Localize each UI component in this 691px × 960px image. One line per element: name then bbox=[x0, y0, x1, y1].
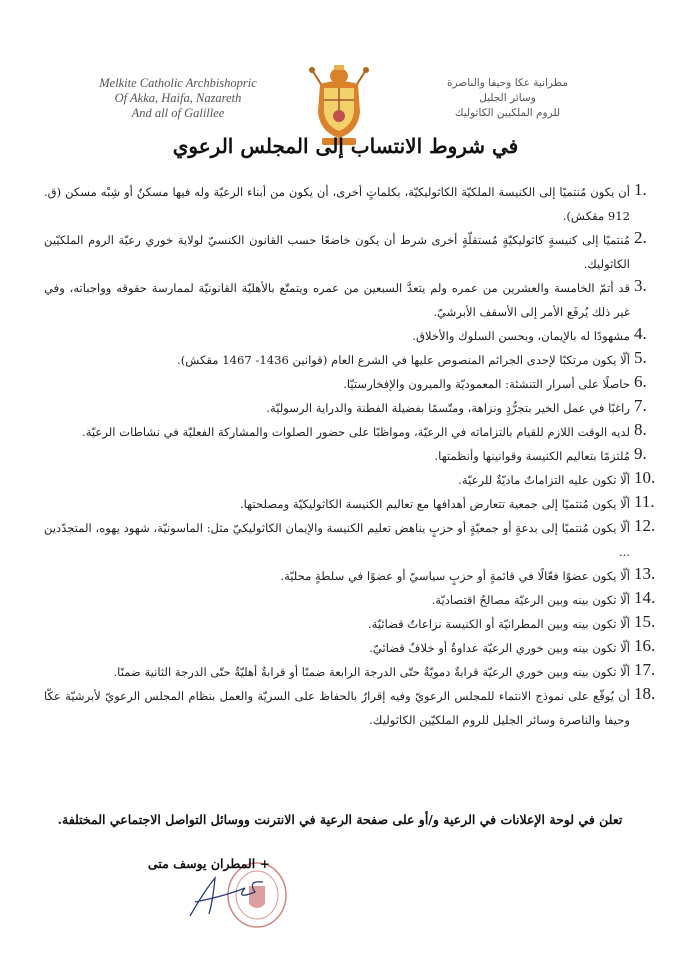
letterhead-ar-line: مطرانية عكا وحيفا والناصرة bbox=[447, 77, 568, 89]
condition-text: مُنتميًا إلى كنيسةٍ كاثوليكيّةٍ مُستقلّةٍ أخرى شرط أن يكون خاضعًا حسب القانون الكنسيّ لولاية خوري رعيّة الروم الملكيّين الكاثوليك. bbox=[44, 233, 630, 271]
condition-text: حاصلًا على أسرار التنشئة: المعموديّة والميرون والإفخارستيّا. bbox=[343, 377, 630, 391]
letterhead-en-line: Of Akka, Haifa, Nazareth bbox=[114, 91, 242, 105]
signer-name: + المطران يوسف متى bbox=[147, 856, 270, 871]
condition-item bbox=[44, 324, 647, 348]
condition-number: 7. bbox=[634, 396, 647, 415]
condition-number: 15. bbox=[634, 612, 656, 631]
letterhead-en-line: Melkite Catholic Archbishopric bbox=[99, 76, 257, 90]
condition-item bbox=[44, 660, 656, 684]
condition-item bbox=[44, 516, 656, 564]
handwritten-signature-icon bbox=[185, 870, 285, 920]
condition-item bbox=[44, 276, 647, 324]
condition-number: 13. bbox=[634, 564, 656, 583]
condition-number: 4. bbox=[634, 324, 647, 343]
condition-text: ألّا تكون بينه وبين خوري الرعيّة قرابةٌ دمويّةٌ حتّى الدرجة الرابعة ضمنًا أو قرابةٌ أهليّةٌ حتّى الدرجة الثانية ضمنًا. bbox=[113, 665, 630, 679]
condition-number: 16. bbox=[634, 636, 656, 655]
condition-item bbox=[44, 348, 647, 372]
condition-text: لديه الوقت اللازم للقيام بالتزاماته في الرعيّة، ومواظبًا على حضور الصلوات والمشاركة الفعليّة في نشاطات الرعيّة. bbox=[82, 425, 630, 439]
letterhead-en-line: And all of Galillee bbox=[131, 106, 225, 120]
letterhead-ar-line: وسائر الجليل bbox=[479, 92, 536, 104]
condition-number: 6. bbox=[634, 372, 647, 391]
condition-item bbox=[44, 588, 656, 612]
condition-number: 1. bbox=[634, 180, 647, 199]
condition-text: ألّا يكون عضوًا فعّالًا في قائمةٍ أو حزبٍ سياسيّ أو عضوًا في سلطةٍ محليّة. bbox=[280, 569, 630, 583]
condition-text: راغبًا في عمل الخير بتجرُّدٍ ونزاهة، ومتّسمًا بفضيلة الفطنة والدراية الرسوليّة. bbox=[266, 401, 630, 415]
condition-text: قد أتمّ الخامسة والعشرين من عمره ولم يتعدَّ السبعين من عمره ويتمتّع بالأهليّة القانونيّة لممارسة حقوقه وواجباته، وفي غير ذلك يُرفَع الأمر إلى الأسقف الأبرشيّ. bbox=[44, 281, 630, 319]
condition-item bbox=[44, 612, 656, 636]
condition-number: 11. bbox=[634, 492, 655, 511]
condition-number: 5. bbox=[634, 348, 647, 367]
condition-text: مشهودًا له بالإيمان، وبحسن السلوك والأخلاق. bbox=[412, 329, 630, 343]
condition-text: مُلتزمًا بتعاليم الكنيسة وقوانينها وأنظمتها. bbox=[434, 449, 630, 463]
condition-item bbox=[44, 492, 655, 516]
condition-number: 14. bbox=[634, 588, 656, 607]
condition-number: 2. bbox=[634, 228, 647, 247]
condition-number: 12. bbox=[634, 516, 656, 535]
letterhead-arabic bbox=[425, 76, 590, 121]
condition-item bbox=[44, 420, 647, 444]
condition-number: 8. bbox=[634, 420, 647, 439]
publication-notice: تعلن في لوحة الإعلانات في الرعية و/أو على صفحة الرعية في الانترنت ووسائل التواصل الاجتماعي المختلفة. bbox=[57, 812, 623, 827]
condition-item bbox=[44, 468, 656, 492]
condition-item bbox=[44, 180, 647, 228]
condition-item bbox=[44, 636, 656, 660]
condition-text: ألّا تكون عليه التزاماتٌ ماديّةٌ للرعيّة. bbox=[458, 473, 630, 487]
condition-text: أن يكون مُنتميًا إلى الكنيسة الملكيّة الكاثوليكيّة، بكلماتٍ أخرى، أن يكون من أبناء الرعيّة وله فيها مسكنٌ أو شِبْه مسكن (ق. 912 مقكش). bbox=[44, 185, 630, 223]
condition-text: أن يُوقّع على نموذج الانتماء للمجلس الرعويّ وفيه إقرارٌ بالحفاظ على السريّة والعمل بنظام المجلس الرعويّ لأبرشيّة عكّا وحيفا والناصرة وسائر الجليل للروم الملكيّين الكاثوليك. bbox=[44, 689, 630, 727]
conditions-list bbox=[44, 180, 656, 732]
condition-text: ألّا يكون مُنتميًا إلى جمعية تتعارض أهدافها مع تعاليم الكنيسة الكاثوليكيّة ومصلحتها. bbox=[239, 497, 630, 511]
condition-item bbox=[44, 444, 647, 468]
letterhead-ar-line: للروم الملكيين الكاثوليك bbox=[454, 107, 561, 119]
condition-number: 9. bbox=[634, 444, 647, 463]
document-title: في شروط الانتساب إلى المجلس الرعوي bbox=[172, 134, 519, 158]
condition-item bbox=[44, 228, 647, 276]
condition-text: ألّا تكون بينه وبين خوري الرعيّة عداوةٌ أو خلافٌ قضائيّ. bbox=[369, 641, 630, 655]
condition-text: ألّا تكون بينه وبين المطرانيّة أو الكنيسة نزاعاتٌ قضائيّة. bbox=[367, 617, 630, 631]
condition-item bbox=[44, 684, 656, 732]
condition-number: 18. bbox=[634, 684, 656, 703]
condition-number: 10. bbox=[634, 468, 656, 487]
condition-text: ألّا يكون مرتكبًا لإحدى الجرائم المنصوص عليها في الشرع العام (قوانين 1436- 1467 مقكش). bbox=[177, 353, 630, 367]
condition-number: 17. bbox=[634, 660, 656, 679]
condition-item bbox=[44, 372, 647, 396]
condition-text: ألّا يكون مُنتميًا إلى بدعةٍ أو جمعيّةٍ أو حزبٍ يناهض تعليم الكنيسة والإيمان الكاثوليكيّ مثل: الماسونيّة، شهود يهوه، المتجدّدين ... bbox=[44, 521, 630, 559]
condition-item bbox=[44, 396, 647, 420]
letterhead-english bbox=[88, 76, 268, 121]
condition-item bbox=[44, 564, 656, 588]
condition-number: 3. bbox=[634, 276, 647, 295]
condition-text: ألّا تكون بينه وبين الرعيّة مصالحُ اقتصاديّة. bbox=[431, 593, 630, 607]
